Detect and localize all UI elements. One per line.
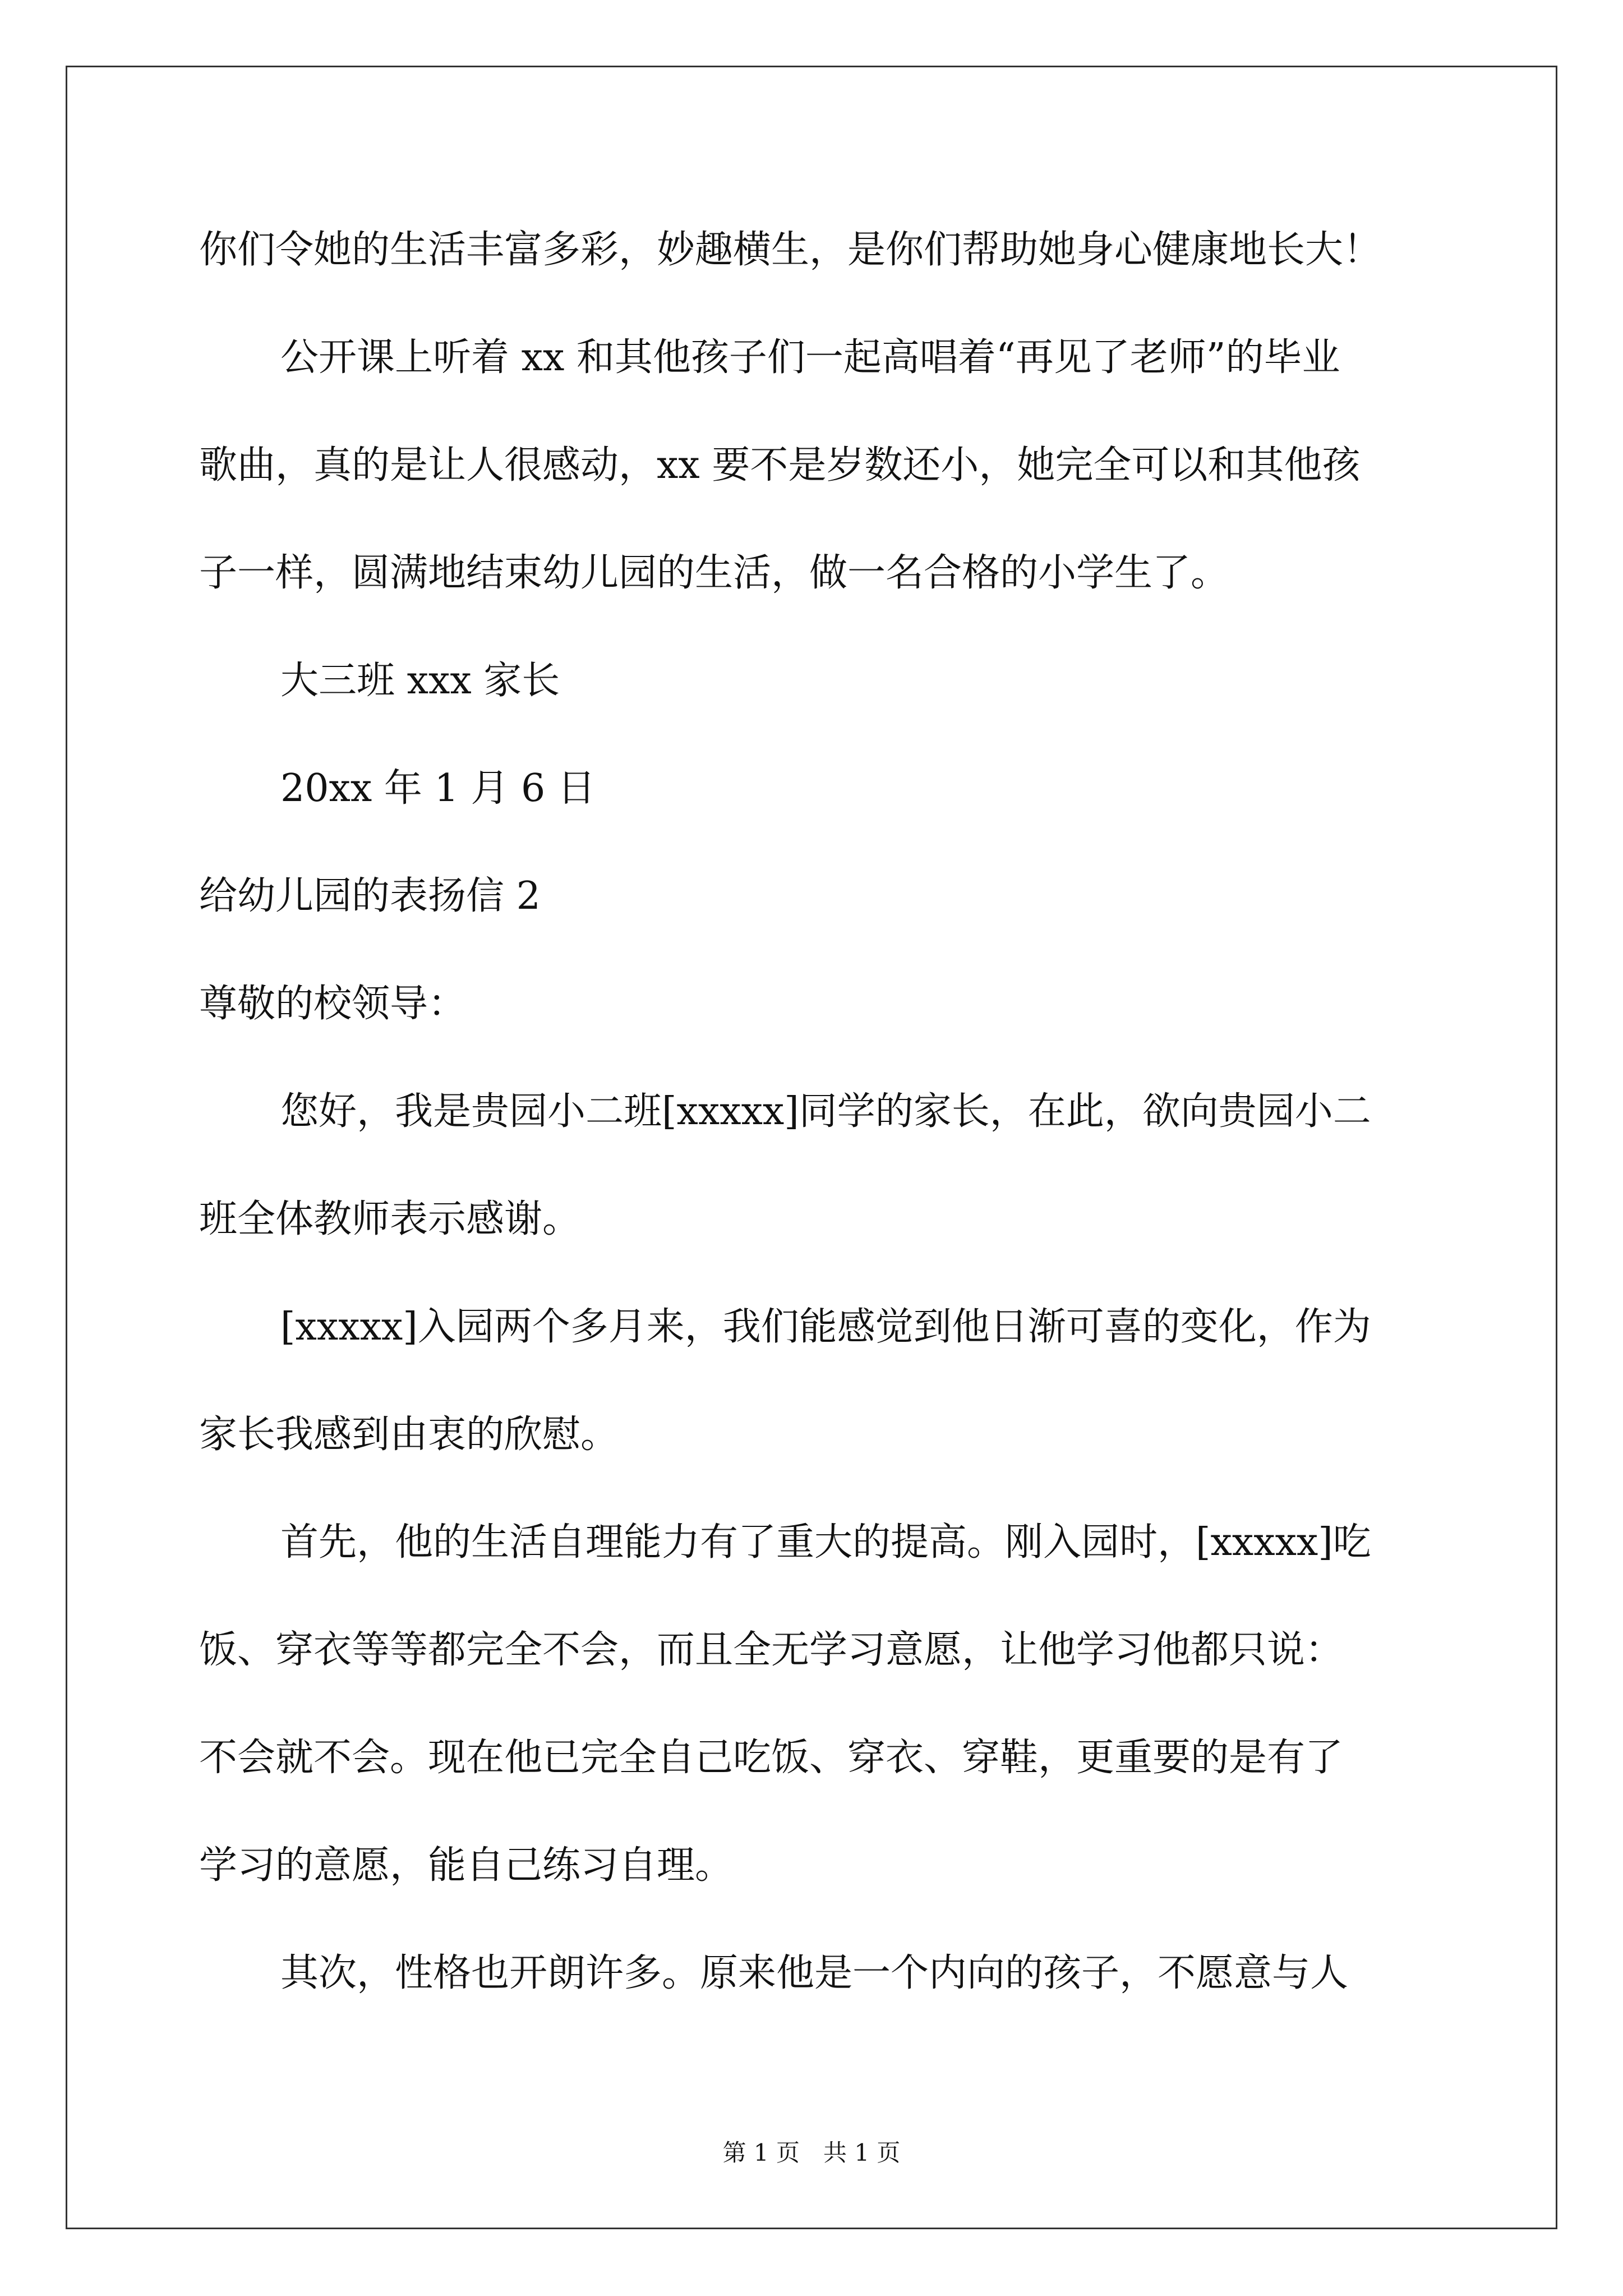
salutation: 尊敬的校领导： <box>199 982 467 1026</box>
text-line: 歌曲，真的是让人很感动，xx 要不是岁数还小，她完全可以和其他孩 <box>199 443 1361 487</box>
text-line: 班全体教师表示感谢。 <box>199 1197 581 1241</box>
text-line: 学习的意愿，能自己练习自理。 <box>199 1843 734 1888</box>
text-line: 不会就不会。现在他已完全自己吃饭、穿衣、穿鞋，更重要的是有了 <box>199 1736 1344 1780</box>
page-number-footer: 第 1 页 共 1 页 <box>722 2139 901 2166</box>
date-line: 20xx 年 1 月 6 日 <box>280 766 596 811</box>
signature-line: 大三班 xxx 家长 <box>280 659 560 703</box>
text-line: [xxxxx]入园两个多月来，我们能感觉到他日渐可喜的变化，作为 <box>280 1305 1371 1349</box>
text-line: 饭、穿衣等等都完全不会，而且全无学习意愿，让他学习他都只说： <box>199 1628 1344 1672</box>
text-line: 首先，他的生活自理能力有了重大的提高。刚入园时，[xxxxx]吃 <box>280 1520 1371 1565</box>
text-line: 公开课上听着 xx 和其他孩子们一起高唱着“再见了老师”的毕业 <box>280 335 1340 380</box>
section-heading: 给幼儿园的表扬信 2 <box>199 874 541 918</box>
text-line: 您好，我是贵园小二班[xxxxx]同学的家长，在此，欲向贵园小二 <box>280 1089 1371 1134</box>
text-line: 其次，性格也开朗许多。原来他是一个内向的孩子，不愿意与人 <box>280 1951 1349 1995</box>
text-line: 你们令她的生活丰富多彩，妙趣横生，是你们帮助她身心健康地长大！ <box>199 228 1382 272</box>
page-border <box>66 66 1557 2229</box>
text-line: 家长我感到由衷的欣慰。 <box>199 1412 619 1457</box>
text-line: 子一样，圆满地结束幼儿园的生活，做一名合格的小学生了。 <box>199 551 1229 595</box>
